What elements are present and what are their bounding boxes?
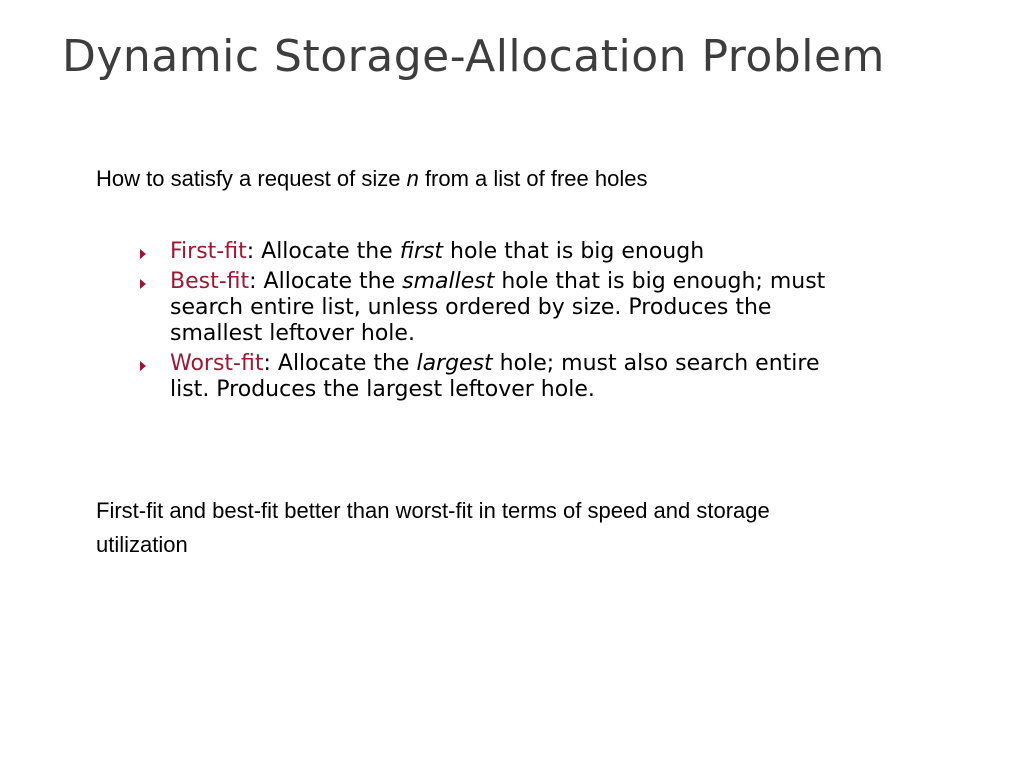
list-item-worst-fit xyxy=(140,351,840,403)
emphasis-smallest: smallest xyxy=(402,269,495,294)
triangle-right-icon xyxy=(140,361,146,371)
description: hole that is big enough; must search entire list, unless ordered by size. Produces the smallest leftover hole. xyxy=(170,269,826,346)
description: hole that is big enough xyxy=(443,239,705,264)
intro-text xyxy=(96,164,896,194)
separator: : Allocate the xyxy=(263,351,417,376)
conclusion-text: First-fit and best-fit better than worst-fit in terms of speed and storage utilization xyxy=(96,498,770,557)
emphasis-first: first xyxy=(399,239,444,264)
term-worst-fit: Worst-fit xyxy=(170,351,264,376)
intro-after: from a list of free holes xyxy=(418,166,648,191)
description: hole; must also search entire list. Produces the largest leftover hole. xyxy=(170,351,820,402)
triangle-right-icon xyxy=(140,279,146,289)
separator: : Allocate the xyxy=(246,239,400,264)
list-item-best-fit xyxy=(140,269,840,347)
slide-title: Dynamic Storage-Allocation Problem xyxy=(62,31,885,82)
term-first-fit: First-fit xyxy=(170,239,247,264)
separator: : Allocate the xyxy=(249,269,403,294)
intro-before: How to satisfy a request of size xyxy=(96,166,407,191)
allocation-strategies-list xyxy=(140,239,840,407)
term-best-fit: Best-fit xyxy=(170,269,250,294)
emphasis-largest: largest xyxy=(416,351,493,376)
intro-variable: n xyxy=(406,166,419,191)
triangle-right-icon xyxy=(140,249,146,259)
list-item-first-fit xyxy=(140,239,840,265)
